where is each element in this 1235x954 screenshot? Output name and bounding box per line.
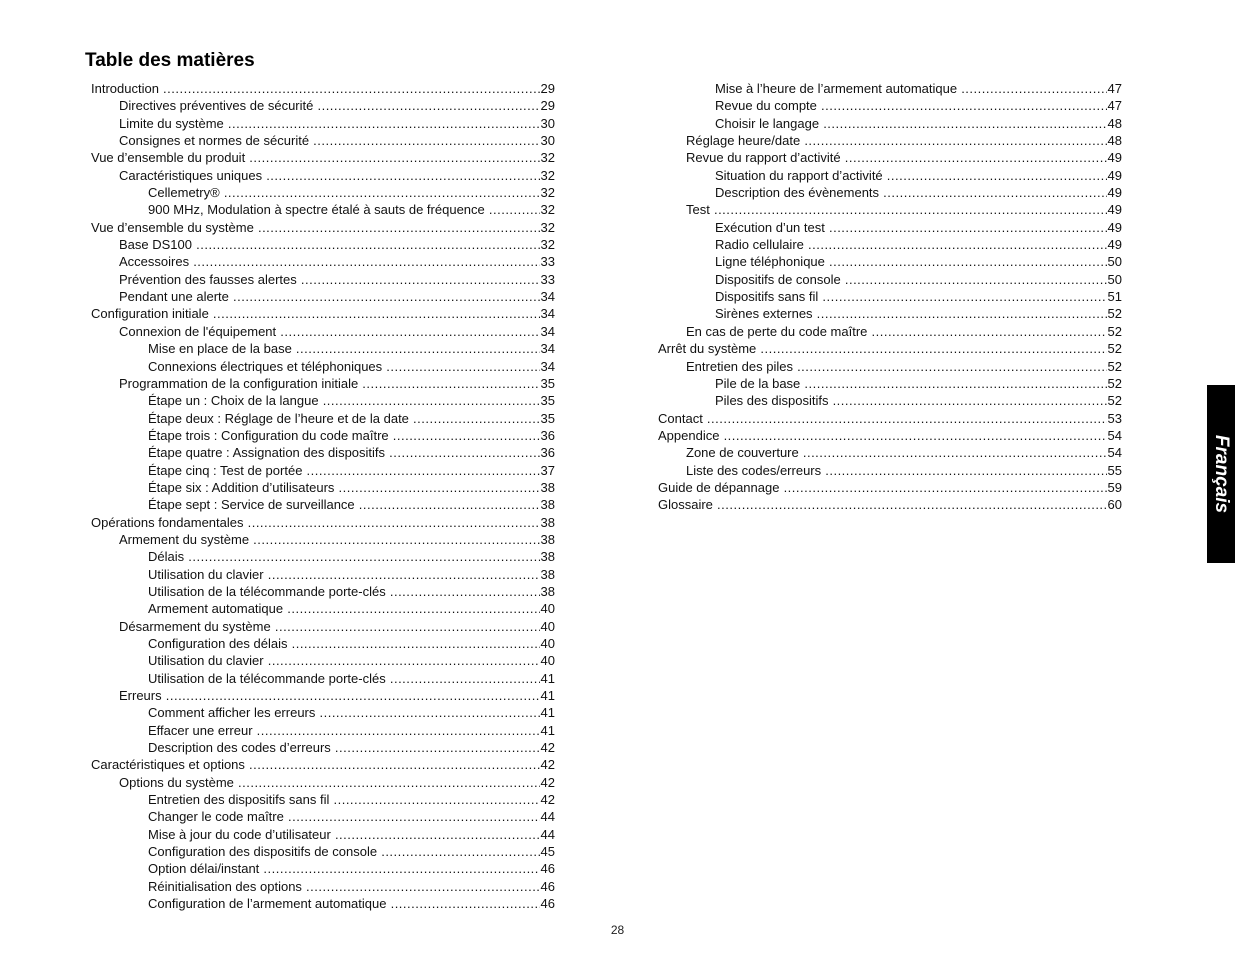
- toc-entry-label: Caractéristiques et options .....: [91, 757, 555, 772]
- toc-entry-page: 49: [1107, 150, 1122, 166]
- toc-entry-label: Armement automatique .....: [148, 601, 555, 616]
- toc-entry-page: 48: [1107, 133, 1122, 149]
- toc-entry-label: Étape trois : Configuration du code maître .....: [148, 428, 555, 443]
- toc-entry-page: 38: [540, 479, 555, 495]
- toc-entry: [91, 670, 555, 687]
- toc-entry: [91, 253, 555, 270]
- toc-entry-label: Sirènes externes .....: [715, 306, 1122, 321]
- toc-entry-label: Mise à jour du code d’utilisateur .....: [148, 827, 555, 842]
- toc-entry-label: Glossaire .....: [658, 497, 1122, 512]
- toc-entry-label: Étape deux : Réglage de l’heure et de la date .....: [148, 411, 555, 426]
- toc-entry-page: 34: [540, 341, 555, 357]
- toc-entry-label: Choisir le langage .....: [715, 116, 1122, 131]
- toc-entry-page: 41: [540, 722, 555, 738]
- toc-entry-page: 48: [1107, 115, 1122, 131]
- toc-entry: [658, 375, 1122, 392]
- toc-entry-label: Dispositifs de console .....: [715, 272, 1122, 287]
- toc-entry-label: 900 MHz, Modulation à spectre étalé à sauts de fréquence .....: [148, 202, 555, 217]
- toc-entry: [91, 843, 555, 860]
- toc-entry: [91, 548, 555, 565]
- toc-entry-label: Vue d’ensemble du produit .....: [91, 150, 555, 165]
- toc-entry: [658, 253, 1122, 270]
- toc-entry: [91, 791, 555, 808]
- toc-entry-page: 46: [540, 861, 555, 877]
- toc-entry-page: 30: [540, 115, 555, 131]
- toc-entry-page: 32: [540, 202, 555, 218]
- toc-entry-page: 49: [1107, 167, 1122, 183]
- toc-entry-label: Opérations fondamentales .....: [91, 515, 555, 530]
- toc-entry: [91, 462, 555, 479]
- toc-entry-label: Introduction .....: [91, 81, 555, 96]
- toc-entry-label: Étape un : Choix de la langue .....: [148, 393, 555, 408]
- toc-entry-label: Utilisation de la télécommande porte-clés .....: [148, 671, 555, 686]
- toc-entry: [91, 410, 555, 427]
- toc-entry: [658, 410, 1122, 427]
- toc-entry-label: Revue du compte .....: [715, 98, 1122, 113]
- toc-entry-label: Étape cinq : Test de portée .....: [148, 463, 555, 478]
- toc-entry-label: Pile de la base .....: [715, 376, 1122, 391]
- toc-entry: [658, 444, 1122, 461]
- toc-entry-label: Accessoires .....: [119, 254, 555, 269]
- toc-entry-label: Ligne téléphonique .....: [715, 254, 1122, 269]
- toc-entry: [91, 358, 555, 375]
- toc-entry: [91, 132, 555, 149]
- toc-entry-page: 51: [1107, 289, 1122, 305]
- toc-entry: [91, 739, 555, 756]
- toc-entry: [658, 236, 1122, 253]
- toc-entry-page: 41: [540, 705, 555, 721]
- toc-entry: [91, 219, 555, 236]
- toc-entry-page: 38: [540, 566, 555, 582]
- toc-entry-page: 50: [1107, 254, 1122, 270]
- toc-entry: [91, 514, 555, 531]
- toc-entry-page: 34: [540, 358, 555, 374]
- toc-entry-label: Caractéristiques uniques .....: [119, 168, 555, 183]
- toc-entry: [91, 774, 555, 791]
- toc-entry-label: Étape sept : Service de surveillance .....: [148, 497, 555, 512]
- toc-column-left: [91, 80, 555, 913]
- toc-entry-page: 35: [540, 410, 555, 426]
- toc-entry: [91, 479, 555, 496]
- toc-entry-label: Connexions électriques et téléphoniques .....: [148, 359, 555, 374]
- toc-entry-page: 46: [540, 878, 555, 894]
- toc-entry: [91, 704, 555, 721]
- toc-entry: [658, 149, 1122, 166]
- toc-entry-label: Désarmement du système .....: [119, 619, 555, 634]
- toc-entry: [91, 149, 555, 166]
- toc-entry: [658, 496, 1122, 513]
- toc-entry-label: Effacer une erreur .....: [148, 723, 555, 738]
- toc-entry-label: Piles des dispositifs .....: [715, 393, 1122, 408]
- toc-entry-label: Contact .....: [658, 411, 1122, 426]
- toc-entry-label: Description des évènements .....: [715, 185, 1122, 200]
- toc-entry-label: Pendant une alerte .....: [119, 289, 555, 304]
- toc-column-right: [658, 80, 1122, 514]
- toc-entry-label: Utilisation du clavier .....: [148, 653, 555, 668]
- toc-entry: [658, 288, 1122, 305]
- toc-entry-page: 38: [540, 514, 555, 530]
- toc-entry: [91, 618, 555, 635]
- toc-entry-page: 40: [540, 618, 555, 634]
- toc-entry-label: Connexion de l'équipement .....: [119, 324, 555, 339]
- toc-entry-page: 49: [1107, 237, 1122, 253]
- toc-entry-label: Directives préventives de sécurité .....: [119, 98, 555, 113]
- toc-entry-page: 44: [540, 809, 555, 825]
- toc-entry-label: Mise à l’heure de l’armement automatique .....: [715, 81, 1122, 96]
- toc-entry-page: 50: [1107, 271, 1122, 287]
- toc-entry-label: Étape six : Addition d’utilisateurs .....: [148, 480, 555, 495]
- toc-entry: [91, 305, 555, 322]
- toc-entry: [91, 531, 555, 548]
- toc-entry-page: 29: [540, 98, 555, 114]
- toc-entry-page: 32: [540, 185, 555, 201]
- toc-entry-label: Entretien des dispositifs sans fil .....: [148, 792, 555, 807]
- toc-entry: [91, 201, 555, 218]
- toc-entry-label: Vue d’ensemble du système .....: [91, 220, 555, 235]
- toc-entry-page: 38: [540, 583, 555, 599]
- toc-entry-page: 53: [1107, 410, 1122, 426]
- toc-entry: [658, 184, 1122, 201]
- toc-entry-label: Changer le code maître .....: [148, 809, 555, 824]
- toc-entry-label: Réglage heure/date .....: [686, 133, 1122, 148]
- toc-entry-page: 42: [540, 792, 555, 808]
- toc-entry-page: 52: [1107, 358, 1122, 374]
- toc-entry-page: 32: [540, 167, 555, 183]
- toc-entry-page: 44: [540, 826, 555, 842]
- toc-entry: [91, 340, 555, 357]
- toc-entry-label: Test .....: [686, 202, 1122, 217]
- toc-entry-page: 38: [540, 531, 555, 547]
- toc-entry-label: Armement du système .....: [119, 532, 555, 547]
- toc-entry-page: 30: [540, 133, 555, 149]
- toc-entry-label: Mise en place de la base .....: [148, 341, 555, 356]
- toc-entry-page: 52: [1107, 323, 1122, 339]
- toc-entry-page: 59: [1107, 479, 1122, 495]
- toc-entry: [658, 201, 1122, 218]
- toc-entry-page: 34: [540, 323, 555, 339]
- toc-entry-page: 32: [540, 219, 555, 235]
- toc-entry: [658, 132, 1122, 149]
- toc-entry: [91, 184, 555, 201]
- toc-entry: [91, 97, 555, 114]
- toc-entry-label: Prévention des fausses alertes .....: [119, 272, 555, 287]
- toc-entry-label: Base DS100 .....: [119, 237, 555, 252]
- toc-entry: [91, 444, 555, 461]
- toc-entry: [91, 687, 555, 704]
- toc-entry-page: 33: [540, 271, 555, 287]
- toc-entry: [91, 652, 555, 669]
- toc-entry-page: 46: [540, 896, 555, 912]
- toc-entry-page: 54: [1107, 427, 1122, 443]
- toc-entry-page: 37: [540, 462, 555, 478]
- toc-entry-page: 42: [540, 774, 555, 790]
- toc-entry-page: 52: [1107, 375, 1122, 391]
- toc-entry: [91, 288, 555, 305]
- toc-entry: [91, 895, 555, 912]
- toc-entry: [91, 583, 555, 600]
- toc-entry-label: Configuration des délais .....: [148, 636, 555, 651]
- toc-entry-label: Consignes et normes de sécurité .....: [119, 133, 555, 148]
- page-number: 28: [610, 923, 625, 937]
- toc-entry-page: 29: [540, 81, 555, 96]
- toc-entry-label: Zone de couverture .....: [686, 445, 1122, 460]
- toc-entry: [658, 479, 1122, 496]
- language-side-tab: [1207, 385, 1235, 563]
- toc-entry: [91, 635, 555, 652]
- toc-entry-label: Entretien des piles .....: [686, 359, 1122, 374]
- toc-entry: [658, 358, 1122, 375]
- toc-entry-label: Options du système .....: [119, 775, 555, 790]
- toc-entry-label: Liste des codes/erreurs .....: [686, 463, 1122, 478]
- toc-entry-label: Arrêt du système .....: [658, 341, 1122, 356]
- toc-entry-label: Utilisation de la télécommande porte-clés .....: [148, 584, 555, 599]
- toc-entry-page: 49: [1107, 202, 1122, 218]
- toc-entry: [658, 340, 1122, 357]
- toc-entry: [91, 722, 555, 739]
- toc-entry: [658, 80, 1122, 97]
- toc-entry-page: 36: [540, 445, 555, 461]
- toc-entry-label: Configuration initiale .....: [91, 306, 555, 321]
- toc-entry: [91, 808, 555, 825]
- toc-entry-label: Dispositifs sans fil .....: [715, 289, 1122, 304]
- toc-entry-page: 42: [540, 757, 555, 773]
- toc-entry: [658, 271, 1122, 288]
- toc-entry-page: 52: [1107, 306, 1122, 322]
- toc-entry-page: 45: [540, 844, 555, 860]
- toc-entry-label: Erreurs .....: [119, 688, 555, 703]
- toc-entry-page: 54: [1107, 445, 1122, 461]
- toc-entry-label: Revue du rapport d’activité .....: [686, 150, 1122, 165]
- toc-entry-page: 47: [1107, 81, 1122, 96]
- toc-entry-page: 33: [540, 254, 555, 270]
- toc-entry-label: Appendice .....: [658, 428, 1122, 443]
- toc-entry: [91, 392, 555, 409]
- toc-entry-page: 35: [540, 375, 555, 391]
- toc-entry: [91, 860, 555, 877]
- toc-entry: [91, 496, 555, 513]
- toc-entry-label: Guide de dépannage .....: [658, 480, 1122, 495]
- toc-entry: [658, 305, 1122, 322]
- toc-entry: [91, 80, 555, 97]
- toc-entry-page: 41: [540, 688, 555, 704]
- toc-entry-label: Comment afficher les erreurs .....: [148, 705, 555, 720]
- toc-entry-label: Configuration des dispositifs de console .....: [148, 844, 555, 859]
- toc-entry-page: 38: [540, 549, 555, 565]
- toc-entry-label: Option délai/instant .....: [148, 861, 555, 876]
- toc-entry-page: 47: [1107, 98, 1122, 114]
- toc-entry-label: Réinitialisation des options .....: [148, 879, 555, 894]
- toc-entry: [91, 323, 555, 340]
- toc-entry-page: 41: [540, 670, 555, 686]
- toc-entry-page: 36: [540, 427, 555, 443]
- toc-entry-label: Programmation de la configuration initiale .....: [119, 376, 555, 391]
- toc-entry-label: En cas de perte du code maître .....: [686, 324, 1122, 339]
- page-title: Table des matières: [85, 50, 255, 71]
- toc-entry-page: 34: [540, 289, 555, 305]
- toc-entry-label: Cellemetry® .....: [148, 185, 555, 200]
- toc-entry-label: Configuration de l’armement automatique .....: [148, 896, 555, 911]
- toc-entry: [91, 167, 555, 184]
- toc-entry-page: 40: [540, 636, 555, 651]
- toc-entry-label: Radio cellulaire .....: [715, 237, 1122, 252]
- toc-entry: [91, 271, 555, 288]
- toc-entry: [91, 236, 555, 253]
- toc-entry-page: 55: [1107, 462, 1122, 478]
- toc-entry-page: 38: [540, 497, 555, 513]
- toc-entry: [91, 375, 555, 392]
- toc-entry-page: 49: [1107, 219, 1122, 235]
- toc-entry-page: 34: [540, 306, 555, 322]
- toc-entry: [91, 115, 555, 132]
- language-tab-label: Français: [1211, 434, 1232, 514]
- toc-entry: [91, 427, 555, 444]
- toc-entry-label: Exécution d’un test .....: [715, 220, 1122, 235]
- toc-entry: [658, 167, 1122, 184]
- toc-entry-page: 35: [540, 393, 555, 409]
- toc-entry-page: 42: [540, 740, 555, 756]
- toc-entry: [658, 323, 1122, 340]
- toc-entry-page: 40: [540, 653, 555, 669]
- toc-entry: [658, 392, 1122, 409]
- toc-entry-page: 60: [1107, 497, 1122, 513]
- toc-entry-label: Limite du système .....: [119, 116, 555, 131]
- toc-entry: [91, 878, 555, 895]
- toc-entry: [91, 566, 555, 583]
- toc-entry-page: 32: [540, 237, 555, 253]
- toc-entry-page: 40: [540, 601, 555, 617]
- toc-entry: [658, 115, 1122, 132]
- toc-entry-page: 32: [540, 150, 555, 166]
- toc-entry: [91, 756, 555, 773]
- toc-entry-page: 52: [1107, 341, 1122, 357]
- toc-entry: [658, 97, 1122, 114]
- toc-entry: [658, 462, 1122, 479]
- toc-entry-label: Situation du rapport d’activité .....: [715, 168, 1122, 183]
- toc-entry: [658, 219, 1122, 236]
- toc-entry-label: Étape quatre : Assignation des dispositifs .....: [148, 445, 555, 460]
- toc-entry-label: Délais .....: [148, 549, 555, 564]
- toc-entry-page: 49: [1107, 185, 1122, 201]
- toc-entry-page: 52: [1107, 393, 1122, 409]
- toc-entry: [91, 600, 555, 617]
- toc-entry: [91, 826, 555, 843]
- toc-entry-label: Utilisation du clavier .....: [148, 567, 555, 582]
- toc-entry: [658, 427, 1122, 444]
- toc-entry-label: Description des codes d’erreurs .....: [148, 740, 555, 755]
